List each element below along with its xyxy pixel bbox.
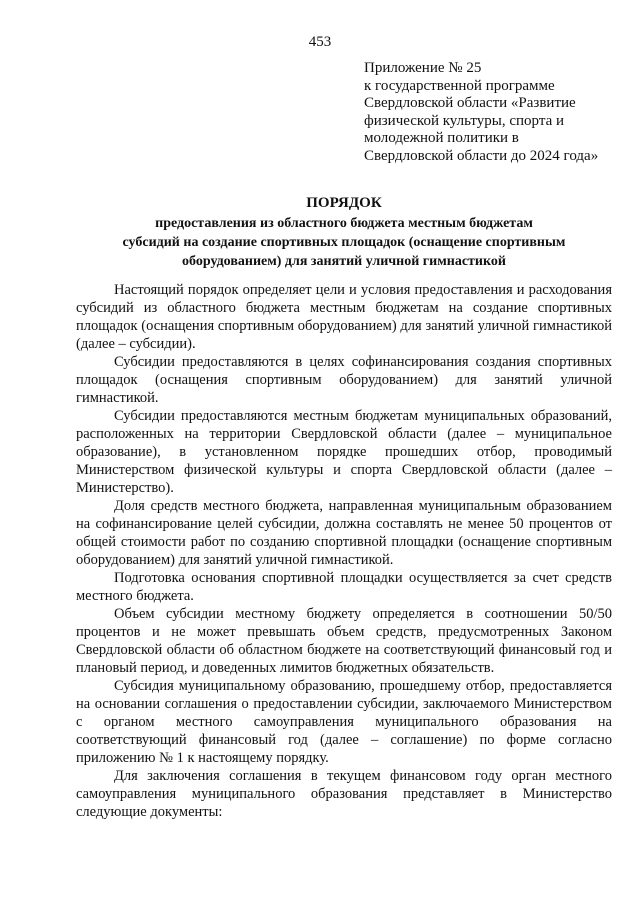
title-line: оборудованием) для занятий уличной гимнастикой — [182, 254, 506, 269]
page-number: 453 — [308, 34, 332, 50]
body-text — [76, 281, 612, 821]
paragraph: Для заключения соглашения в текущем финансовом году орган местного самоуправления муниципального образования представляет в Министерство следующие документы: — [76, 768, 612, 820]
title-heading: ПОРЯДОК — [306, 195, 382, 211]
appendix-line: физической культуры, спорта и — [364, 112, 565, 129]
paragraph: Субсидии предоставляются местным бюджетам муниципальных образований, расположенных на территории Свердловской области (далее – муниципальное образование), в установленном порядке прошедших отбор, проводимый Министерством физической культуры и спорта Свердловской области (далее – Министерство). — [76, 408, 612, 496]
appendix-line: молодежной политики в — [364, 130, 519, 146]
paragraph: Субсидии предоставляются в целях софинансирования создания спортивных площадок (оснащения спортивным оборудованием) для занятий уличной гимнастикой. — [76, 354, 612, 406]
appendix-line: Свердловской области до 2024 года» — [364, 147, 599, 164]
appendix-line: Приложение № 25 — [364, 60, 482, 76]
paragraph: Подготовка основания спортивной площадки осуществляется за счет средств местного бюджета. — [76, 570, 612, 604]
paragraph: Доля средств местного бюджета, направленная муниципальным образованием на софинансирование целей субсидии, должна составлять не менее 50 процентов от общей стоимости работ по созданию спортивной площадки (оснащение спортивным оборудованием) для занятий уличной гимнастикой. — [76, 498, 612, 568]
paragraph: Объем субсидии местному бюджету определяется в соотношении 50/50 процентов и не может превышать объем средств, предусмотренных Законом Свердловской области об областном бюджете на соответствующий финансовый год и плановый период, и доведенных лимитов бюджетных обязательств. — [76, 606, 612, 676]
paragraph: Настоящий порядок определяет цели и условия предоставления и расходования субсидий из областного бюджета местным бюджетам на создание спортивных площадок (оснащения спортивным оборудованием) для занятий уличной гимнастикой (далее – субсидии). — [76, 282, 612, 352]
appendix-line: к государственной программе — [364, 77, 555, 94]
title-line: субсидий на создание спортивных площадок (оснащение спортивным — [122, 235, 566, 250]
document-title — [76, 194, 612, 271]
appendix-reference — [364, 60, 629, 165]
title-line: предоставления из областного бюджета местным бюджетам — [155, 216, 533, 231]
appendix-line: Свердловской области «Развитие — [364, 95, 576, 111]
paragraph: Субсидия муниципальному образованию, прошедшему отбор, предоставляется на основании соглашения о предоставлении субсидии, заключаемого Министерством с органом местного самоуправления муниципального образования на соответствующий финансовый год (далее – соглашение) по форме согласно приложению № 1 к настоящему порядку. — [76, 678, 612, 766]
